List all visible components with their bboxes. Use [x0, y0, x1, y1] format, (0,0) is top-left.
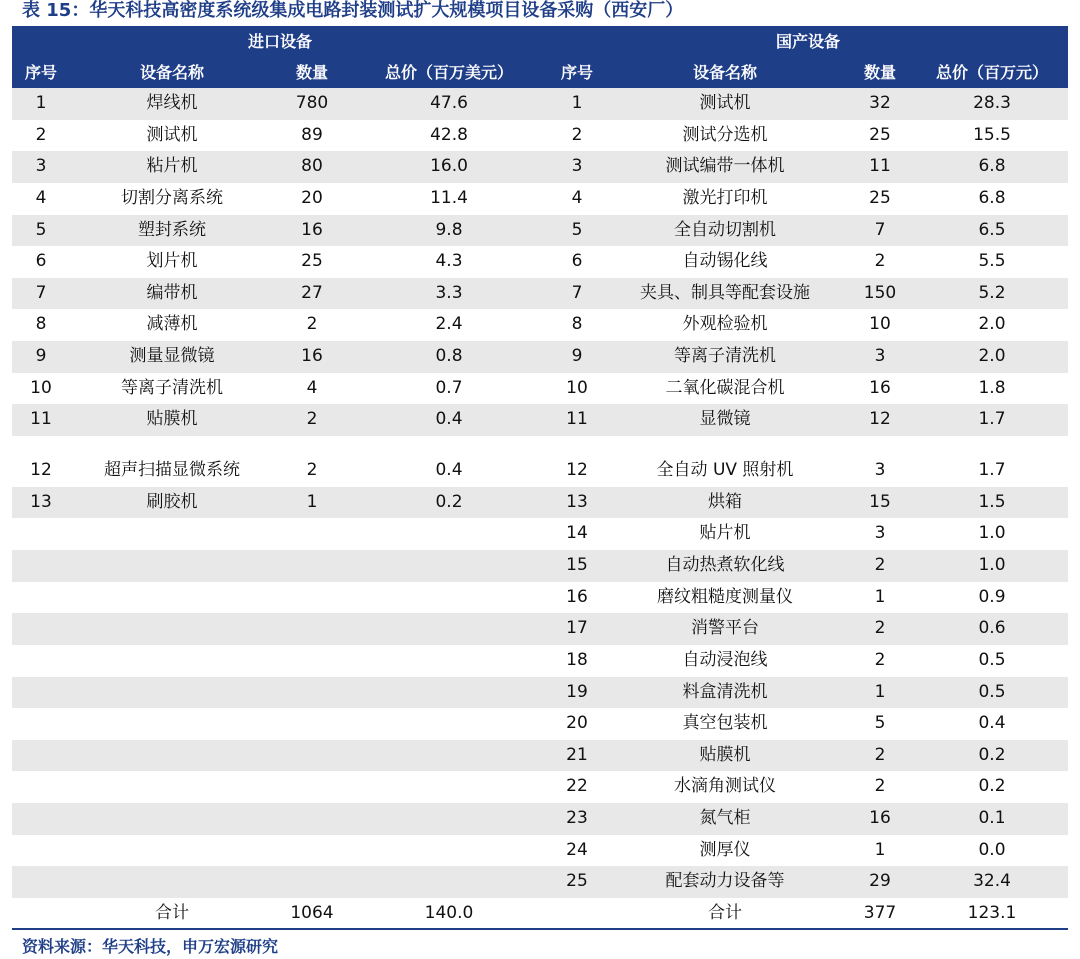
totals-imported-spacer — [12, 898, 70, 928]
table-row — [12, 803, 1068, 835]
cell-imported-name: 塑封系统 — [138, 219, 206, 240]
cell-imported-qty — [274, 582, 350, 614]
col-header-imported-index: 序号 — [24, 63, 57, 82]
cell-imported-name: 贴膜机 — [146, 409, 198, 430]
cell-imported-price — [350, 518, 548, 550]
col-header-imported-price: 总价（百万美元） — [384, 63, 513, 82]
table-row — [12, 771, 1068, 803]
cell-domestic-name: 配套动力设备等 — [665, 871, 785, 892]
cell-imported-qty — [274, 518, 350, 550]
cell-imported-price — [350, 803, 548, 835]
cell-domestic-index: 2 — [571, 124, 583, 145]
cell-imported-index: 9 — [35, 346, 47, 367]
cell-domestic-price: 0.0 — [978, 839, 1006, 860]
table-body — [12, 88, 1068, 898]
cell-domestic-qty: 2 — [874, 649, 886, 670]
cell-domestic-price: 6.8 — [978, 187, 1006, 208]
cell-domestic-name: 料盒清洗机 — [682, 681, 768, 702]
cell-imported-qty — [274, 740, 350, 772]
cell-imported-index: 10 — [30, 377, 52, 398]
cell-domestic-qty: 5 — [874, 713, 886, 734]
cell-domestic-index: 11 — [566, 409, 588, 430]
cell-domestic-index: 15 — [566, 554, 588, 575]
cell-domestic-price: 0.9 — [978, 586, 1006, 607]
table-row — [12, 866, 1068, 898]
equipment-table — [12, 26, 1068, 930]
cell-domestic-name: 消警平台 — [691, 618, 759, 639]
cell-imported-price — [350, 613, 548, 645]
cell-domestic-price: 32.4 — [973, 871, 1011, 892]
table-row — [12, 550, 1068, 582]
cell-domestic-index: 5 — [571, 219, 583, 240]
cell-domestic-name: 烘箱 — [708, 491, 742, 512]
cell-imported-index — [12, 518, 70, 550]
cell-imported-qty — [274, 835, 350, 867]
cell-domestic-qty: 1 — [874, 839, 886, 860]
cell-domestic-index: 25 — [566, 871, 588, 892]
cell-domestic-name: 外观检验机 — [682, 314, 768, 335]
cell-imported-index: 7 — [35, 282, 47, 303]
cell-imported-name: 测试机 — [146, 124, 198, 145]
cell-imported-name: 等离子清洗机 — [121, 377, 223, 398]
cell-domestic-price: 0.5 — [978, 681, 1006, 702]
cell-imported-index — [12, 835, 70, 867]
cell-imported-qty — [274, 677, 350, 709]
cell-domestic-index: 22 — [566, 776, 588, 797]
cell-imported-qty: 89 — [301, 124, 323, 145]
cell-domestic-price: 28.3 — [973, 93, 1011, 113]
cell-domestic-qty: 2 — [874, 251, 886, 272]
row-spacer — [12, 436, 1068, 455]
cell-imported-index: 4 — [35, 187, 47, 208]
table-row — [12, 341, 1068, 373]
cell-imported-name — [70, 708, 274, 740]
cell-domestic-price: 5.2 — [978, 282, 1006, 303]
cell-imported-qty: 80 — [301, 156, 323, 177]
cell-imported-qty: 27 — [301, 282, 323, 303]
cell-imported-price: 16.0 — [430, 156, 468, 177]
cell-imported-qty — [274, 771, 350, 803]
table-row — [12, 404, 1068, 436]
cell-domestic-index: 8 — [571, 314, 583, 335]
col-header-domestic-name: 设备名称 — [692, 63, 757, 82]
totals-domestic-qty: 377 — [863, 903, 897, 924]
cell-imported-price: 3.3 — [435, 282, 463, 303]
col-header-domestic-index: 序号 — [560, 63, 593, 82]
cell-imported-index: 13 — [30, 491, 52, 512]
cell-domestic-index: 21 — [566, 744, 588, 765]
cell-imported-name — [70, 740, 274, 772]
cell-imported-name — [70, 835, 274, 867]
totals-imported-price: 140.0 — [424, 903, 474, 924]
cell-domestic-index: 18 — [566, 649, 588, 670]
cell-imported-index — [12, 708, 70, 740]
cell-domestic-qty: 2 — [874, 744, 886, 765]
cell-imported-qty — [274, 613, 350, 645]
cell-domestic-name: 全自动切割机 — [674, 219, 776, 240]
table-row — [12, 518, 1068, 550]
cell-domestic-name: 显微镜 — [699, 409, 751, 430]
table-row — [12, 582, 1068, 614]
cell-domestic-qty: 32 — [869, 93, 891, 113]
cell-domestic-name: 全自动 UV 照射机 — [656, 460, 794, 481]
table-row — [12, 373, 1068, 405]
cell-imported-index — [12, 582, 70, 614]
cell-domestic-qty: 2 — [874, 776, 886, 797]
cell-domestic-price: 1.0 — [978, 554, 1006, 575]
cell-imported-qty: 20 — [301, 187, 323, 208]
cell-imported-name — [70, 582, 274, 614]
cell-imported-index: 6 — [35, 251, 47, 272]
totals-domestic-spacer — [548, 898, 606, 928]
cell-imported-name: 超声扫描显微系统 — [104, 460, 240, 481]
cell-imported-price: 0.4 — [435, 460, 463, 481]
col-header-domestic-price: 总价（百万元） — [935, 63, 1048, 82]
cell-imported-index — [12, 645, 70, 677]
cell-domestic-price: 1.8 — [978, 377, 1006, 398]
cell-domestic-price: 1.5 — [978, 491, 1006, 512]
cell-domestic-price: 1.7 — [978, 460, 1006, 481]
cell-imported-price — [350, 740, 548, 772]
cell-imported-qty — [274, 866, 350, 898]
column-header-row — [12, 57, 1068, 88]
col-header-domestic-qty: 数量 — [863, 63, 896, 82]
cell-domestic-index: 24 — [566, 839, 588, 860]
cell-domestic-index: 14 — [566, 523, 588, 544]
cell-imported-price: 0.2 — [435, 491, 463, 512]
cell-domestic-price: 15.5 — [973, 124, 1011, 145]
table-row — [12, 740, 1068, 772]
cell-imported-index — [12, 866, 70, 898]
cell-imported-name — [70, 866, 274, 898]
table-row — [12, 835, 1068, 867]
cell-imported-price — [350, 866, 548, 898]
cell-domestic-index: 3 — [571, 156, 583, 177]
cell-domestic-qty: 3 — [874, 346, 886, 367]
cell-imported-qty: 2 — [306, 460, 318, 481]
table-row — [12, 309, 1068, 341]
cell-imported-price: 0.7 — [435, 377, 463, 398]
cell-imported-price: 47.6 — [430, 93, 468, 113]
cell-imported-index: 1 — [35, 93, 47, 113]
cell-imported-index — [12, 803, 70, 835]
totals-domestic-price: 123.1 — [967, 903, 1017, 924]
cell-domestic-index: 13 — [566, 491, 588, 512]
cell-imported-price — [350, 771, 548, 803]
cell-domestic-price: 6.5 — [978, 219, 1006, 240]
cell-domestic-index: 6 — [571, 251, 583, 272]
cell-imported-price — [350, 708, 548, 740]
cell-imported-index — [12, 740, 70, 772]
cell-domestic-name: 贴片机 — [699, 523, 751, 544]
cell-domestic-name: 真空包装机 — [682, 713, 768, 734]
cell-domestic-price: 6.8 — [978, 156, 1006, 177]
cell-imported-name — [70, 550, 274, 582]
table-row — [12, 455, 1068, 487]
cell-imported-qty: 25 — [301, 251, 323, 272]
cell-imported-name — [70, 771, 274, 803]
cell-imported-name: 减薄机 — [146, 314, 198, 335]
table-row — [12, 677, 1068, 709]
cell-domestic-name: 氮气柜 — [699, 808, 751, 829]
cell-imported-index — [12, 613, 70, 645]
cell-domestic-qty: 1 — [874, 681, 886, 702]
cell-imported-price: 0.8 — [435, 346, 463, 367]
cell-imported-name: 切割分离系统 — [121, 187, 223, 208]
cell-domestic-name: 测试编带一体机 — [665, 156, 785, 177]
cell-imported-qty — [274, 645, 350, 677]
cell-domestic-price: 1.0 — [978, 523, 1006, 544]
cell-imported-price: 2.4 — [435, 314, 463, 335]
cell-domestic-qty: 11 — [869, 156, 891, 177]
group-header-domestic: 国产设备 — [775, 32, 840, 51]
cell-domestic-name: 夹具、制具等配套设施 — [640, 282, 810, 303]
totals-imported-qty: 1064 — [290, 903, 334, 924]
group-header-imported: 进口设备 — [247, 32, 312, 51]
cell-imported-name — [70, 645, 274, 677]
cell-domestic-qty: 2 — [874, 554, 886, 575]
cell-domestic-price: 0.5 — [978, 649, 1006, 670]
cell-imported-index — [12, 550, 70, 582]
cell-imported-qty — [274, 803, 350, 835]
cell-domestic-name: 自动浸泡线 — [682, 649, 768, 670]
cell-imported-qty: 16 — [301, 346, 323, 367]
cell-imported-name: 焊线机 — [146, 93, 198, 113]
cell-imported-name: 刷胶机 — [146, 491, 198, 512]
cell-domestic-qty: 16 — [869, 808, 891, 829]
table-row — [12, 151, 1068, 183]
cell-domestic-name: 磨纹粗糙度测量仪 — [657, 586, 793, 607]
table-row — [12, 88, 1068, 120]
cell-domestic-index: 16 — [566, 586, 588, 607]
cell-domestic-index: 12 — [566, 460, 588, 481]
cell-imported-name — [70, 613, 274, 645]
cell-domestic-name: 测试机 — [699, 93, 751, 113]
cell-domestic-price: 2.0 — [978, 346, 1006, 367]
cell-imported-price: 0.4 — [435, 409, 463, 430]
cell-domestic-qty: 25 — [869, 124, 891, 145]
cell-imported-name: 划片机 — [146, 251, 198, 272]
table-row — [12, 278, 1068, 310]
cell-imported-price — [350, 835, 548, 867]
cell-domestic-name: 等离子清洗机 — [674, 346, 776, 367]
cell-domestic-index: 7 — [571, 282, 583, 303]
cell-imported-price — [350, 550, 548, 582]
group-header-row — [12, 26, 1068, 57]
cell-domestic-name: 自动热煮软化线 — [665, 554, 785, 575]
cell-imported-qty — [274, 708, 350, 740]
cell-imported-qty: 16 — [301, 219, 323, 240]
cell-imported-price — [350, 582, 548, 614]
cell-domestic-qty: 7 — [874, 219, 886, 240]
cell-imported-qty: 780 — [295, 93, 329, 113]
cell-domestic-qty: 16 — [869, 377, 891, 398]
cell-domestic-qty: 3 — [874, 460, 886, 481]
cell-domestic-index: 20 — [566, 713, 588, 734]
cell-domestic-qty: 150 — [863, 282, 897, 303]
cell-imported-name — [70, 677, 274, 709]
table-row — [12, 246, 1068, 278]
cell-domestic-qty: 1 — [874, 586, 886, 607]
cell-domestic-qty: 15 — [869, 491, 891, 512]
cell-imported-index: 2 — [35, 124, 47, 145]
col-header-imported-qty: 数量 — [295, 63, 328, 82]
table-row — [12, 215, 1068, 247]
cell-domestic-price: 0.2 — [978, 744, 1006, 765]
cell-imported-qty — [274, 550, 350, 582]
cell-domestic-qty: 29 — [869, 871, 891, 892]
cell-domestic-price: 0.2 — [978, 776, 1006, 797]
cell-imported-price: 4.3 — [435, 251, 463, 272]
table-row — [12, 613, 1068, 645]
cell-domestic-qty: 3 — [874, 523, 886, 544]
cell-domestic-name: 二氧化碳混合机 — [665, 377, 785, 398]
cell-imported-name: 编带机 — [146, 282, 198, 303]
cell-domestic-index: 19 — [566, 681, 588, 702]
cell-imported-index — [12, 771, 70, 803]
cell-imported-qty: 2 — [306, 314, 318, 335]
cell-imported-qty: 2 — [306, 409, 318, 430]
table-row — [12, 708, 1068, 740]
cell-imported-price — [350, 645, 548, 677]
cell-domestic-index: 1 — [571, 93, 583, 113]
cell-imported-index: 5 — [35, 219, 47, 240]
cell-imported-price: 42.8 — [430, 124, 468, 145]
cell-domestic-name: 测试分选机 — [682, 124, 768, 145]
source-note: 资料来源：华天科技，申万宏源研究 — [22, 937, 279, 956]
cell-domestic-index: 4 — [571, 187, 583, 208]
cell-domestic-index: 10 — [566, 377, 588, 398]
cell-domestic-name: 贴膜机 — [699, 744, 751, 765]
cell-domestic-qty: 25 — [869, 187, 891, 208]
cell-imported-name — [70, 518, 274, 550]
cell-imported-price: 9.8 — [435, 219, 463, 240]
cell-domestic-price: 2.0 — [978, 314, 1006, 335]
table-row — [12, 645, 1068, 677]
cell-domestic-index: 23 — [566, 808, 588, 829]
cell-imported-name: 粘片机 — [146, 156, 198, 177]
cell-imported-price: 11.4 — [430, 187, 468, 208]
totals-imported-label: 合计 — [155, 903, 189, 924]
cell-imported-index: 11 — [30, 409, 52, 430]
cell-domestic-price: 5.5 — [978, 251, 1006, 272]
cell-domestic-price: 0.1 — [978, 808, 1006, 829]
table-row — [12, 183, 1068, 215]
cell-domestic-index: 9 — [571, 346, 583, 367]
cell-imported-name: 测量显微镜 — [129, 346, 215, 367]
cell-imported-index: 8 — [35, 314, 47, 335]
cell-domestic-price: 1.7 — [978, 409, 1006, 430]
col-header-imported-name: 设备名称 — [139, 63, 204, 82]
totals-row — [12, 898, 1068, 930]
cell-domestic-name: 自动锡化线 — [682, 251, 768, 272]
cell-imported-qty: 4 — [306, 377, 318, 398]
cell-domestic-price: 0.4 — [978, 713, 1006, 734]
cell-domestic-qty: 10 — [869, 314, 891, 335]
table-row — [12, 487, 1068, 519]
table-title: 表 15：华天科技高密度系统级集成电路封装测试扩大规模项目设备采购（西安厂） — [22, 0, 684, 21]
cell-domestic-index: 17 — [566, 618, 588, 639]
table-row — [12, 120, 1068, 152]
totals-domestic-label: 合计 — [708, 903, 742, 924]
cell-domestic-qty: 2 — [874, 618, 886, 639]
cell-domestic-name: 激光打印机 — [682, 187, 768, 208]
cell-imported-index — [12, 677, 70, 709]
cell-imported-name — [70, 803, 274, 835]
cell-domestic-name: 测厚仪 — [699, 839, 751, 860]
cell-imported-qty: 1 — [306, 491, 318, 512]
cell-domestic-price: 0.6 — [978, 618, 1006, 639]
cell-imported-price — [350, 677, 548, 709]
cell-domestic-qty: 12 — [869, 409, 891, 430]
cell-domestic-name: 水滴角测试仪 — [674, 776, 776, 797]
cell-imported-index: 3 — [35, 156, 47, 177]
cell-imported-index: 12 — [30, 460, 52, 481]
